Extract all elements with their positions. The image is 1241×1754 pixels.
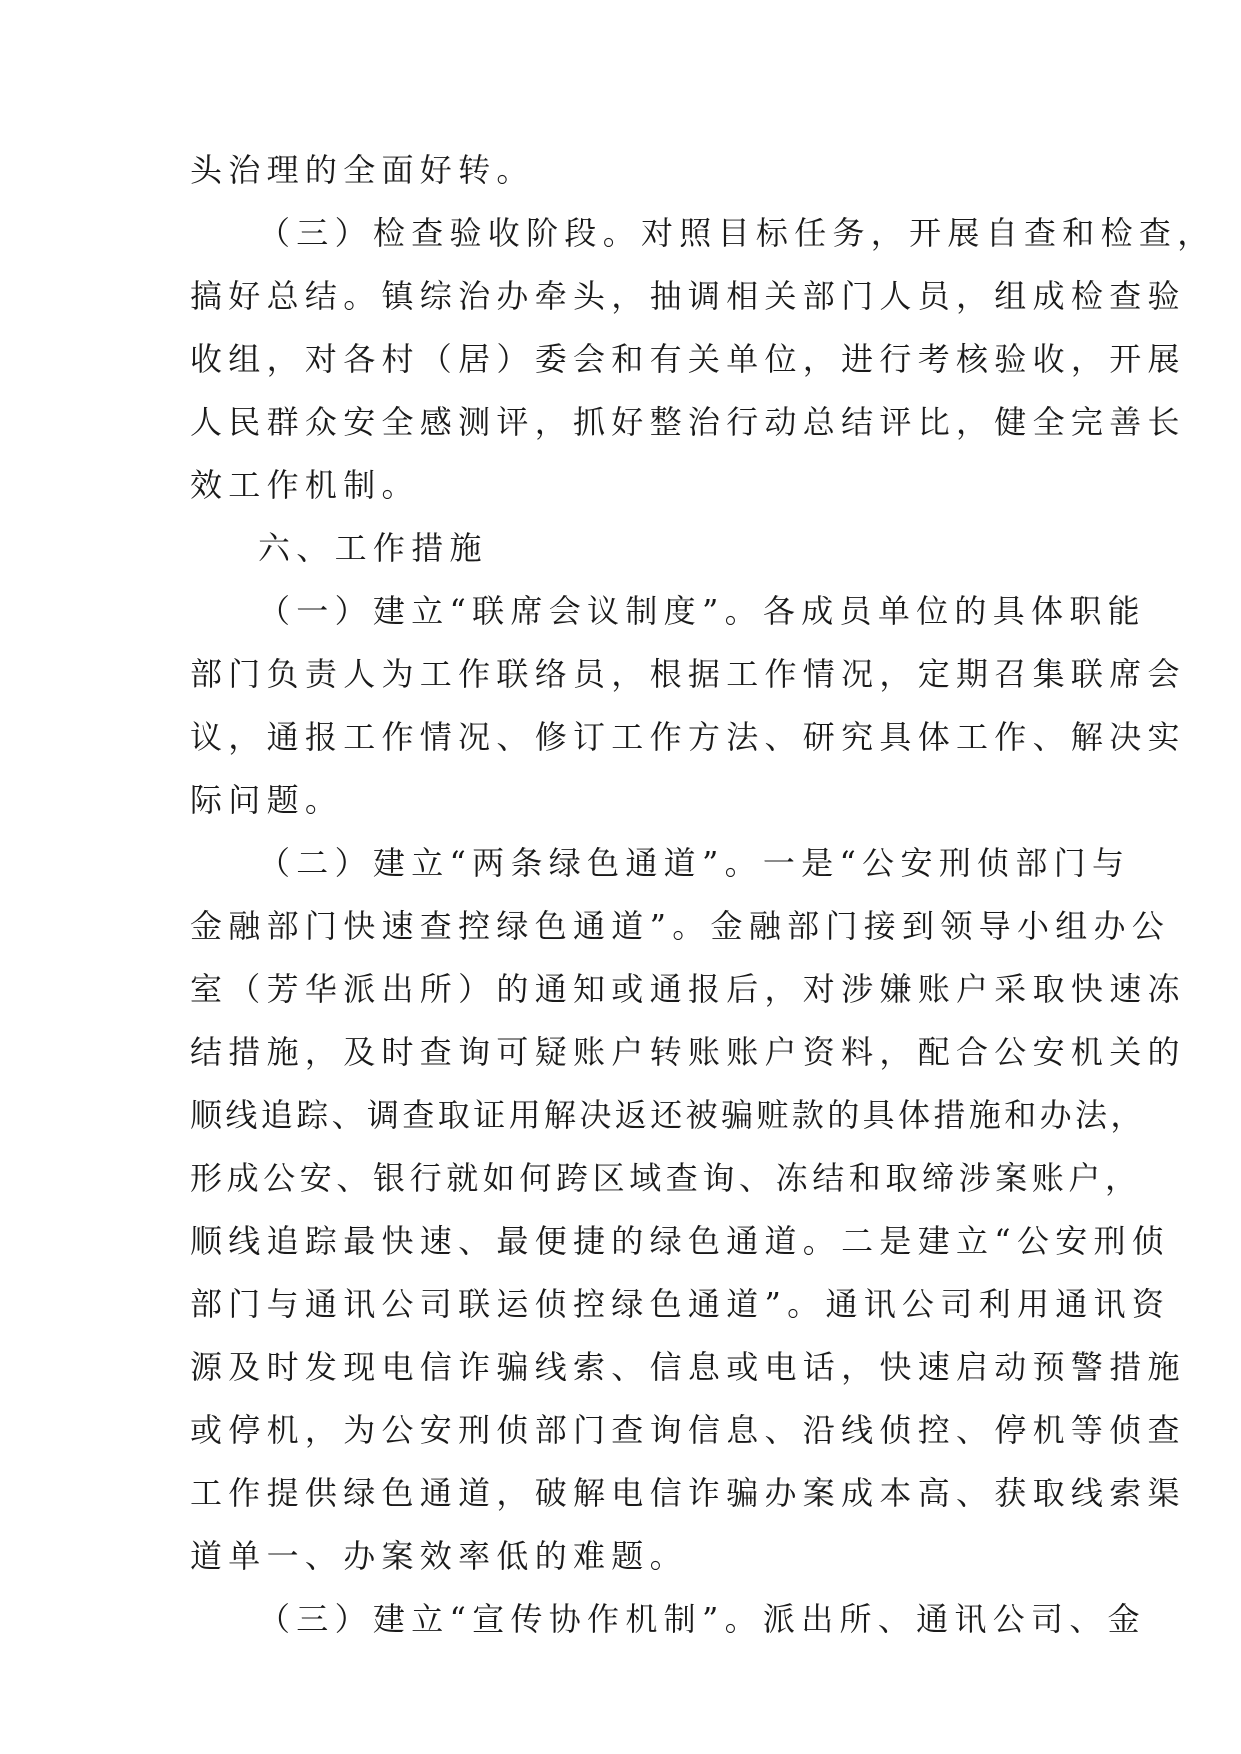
text-line: 人民群众安全感测评，抓好整治行动总结评比，健全完善长 bbox=[190, 403, 1186, 441]
text-line: 部门负责人为工作联络员，根据工作情况，定期召集联席会 bbox=[190, 655, 1186, 693]
text-line: 结措施，及时查询可疑账户转账账户资料，配合公安机关的 bbox=[190, 1033, 1186, 1071]
text-line: 头治理的全面好转。 bbox=[190, 151, 535, 189]
text-line: 工作提供绿色通道，破解电信诈骗办案成本高、获取线索渠 bbox=[190, 1474, 1186, 1512]
text-line: 室（芳华派出所）的通知或通报后，对涉嫌账户采取快速冻 bbox=[190, 970, 1186, 1008]
text-line: 效工作机制。 bbox=[190, 466, 420, 504]
text-line: 道单一、办案效率低的难题。 bbox=[190, 1537, 688, 1575]
text-line: （三）建立“宣传协作机制”。派出所、通讯公司、金 bbox=[258, 1600, 1146, 1638]
text-line: 收组，对各村（居）委会和有关单位，进行考核验收，开展 bbox=[190, 340, 1186, 378]
text-line: 源及时发现电信诈骗线索、信息或电话，快速启动预警措施 bbox=[190, 1348, 1186, 1386]
section-heading: 六、工作措施 bbox=[258, 529, 488, 567]
text-line: 议，通报工作情况、修订工作方法、研究具体工作、解决实 bbox=[190, 718, 1186, 756]
text-line: （二）建立“两条绿色通道”。一是“公安刑侦部门与 bbox=[258, 844, 1131, 882]
text-line: 形成公安、银行就如何跨区域查询、冻结和取缔涉案账户， bbox=[190, 1159, 1142, 1197]
text-line: （一）建立“联席会议制度”。各成员单位的具体职能 bbox=[258, 592, 1146, 630]
text-line: 金融部门快速查控绿色通道”。金融部门接到领导小组办公 bbox=[190, 907, 1171, 945]
text-line: 搞好总结。镇综治办牵头，抽调相关部门人员，组成检查验 bbox=[190, 277, 1186, 315]
text-line: 顺线追踪最快速、最便捷的绿色通道。二是建立“公安刑侦 bbox=[190, 1222, 1171, 1260]
text-line: 部门与通讯公司联运侦控绿色通道”。通讯公司利用通讯资 bbox=[190, 1285, 1171, 1323]
text-line: 顺线追踪、调查取证用解决返还被骗赃款的具体措施和办法， bbox=[190, 1096, 1146, 1134]
text-line: （三）检查验收阶段。对照目标任务，开展自查和检查， bbox=[258, 214, 1216, 252]
text-line: 际问题。 bbox=[190, 781, 344, 819]
text-line: 或停机，为公安刑侦部门查询信息、沿线侦控、停机等侦查 bbox=[190, 1411, 1186, 1449]
